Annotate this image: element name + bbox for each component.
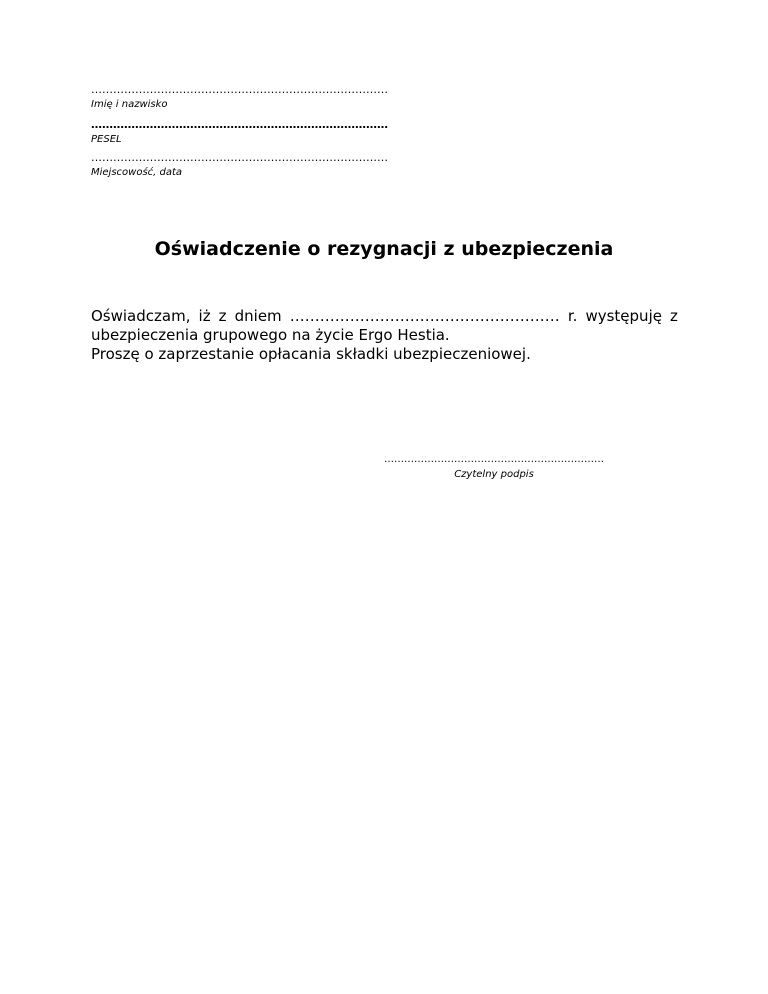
name-field xyxy=(91,84,391,111)
name-dotted-line: ……………………………………………………………………… xyxy=(91,84,388,96)
statement-body xyxy=(91,307,678,364)
pesel-dotted-line: ……………………………………………………………………… xyxy=(91,119,388,131)
word: r. xyxy=(567,307,578,325)
word: iż xyxy=(198,307,211,325)
word: z xyxy=(218,307,227,325)
word: występuję xyxy=(585,307,662,325)
place-date-dotted-line: ……………………………………………………………………… xyxy=(91,152,388,164)
signature-dotted-line: ………………………………………………………… xyxy=(384,454,604,465)
word: z xyxy=(670,307,678,325)
pesel-field xyxy=(91,119,391,146)
word: dniem xyxy=(234,307,282,325)
signature-field xyxy=(366,454,622,481)
statement-line-2: ubezpieczenia grupowego na życie Ergo Hestia. xyxy=(91,326,450,344)
date-dotted-line: ……………………………………………… xyxy=(289,307,560,325)
name-label: Imię i nazwisko xyxy=(91,99,168,110)
document-title: Oświadczenie o rezygnacji z ubezpieczenia xyxy=(154,238,614,260)
place-date-label: Miejscowość, data xyxy=(91,167,183,178)
word: Oświadczam, xyxy=(91,307,191,325)
place-date-field xyxy=(91,152,391,179)
statement-line-3: Proszę o zaprzestanie opłacania składki ubezpieczeniowej. xyxy=(91,345,531,363)
signature-label: Czytelny podpis xyxy=(454,469,534,480)
statement-line-1 xyxy=(91,307,678,326)
pesel-label: PESEL xyxy=(91,134,122,145)
